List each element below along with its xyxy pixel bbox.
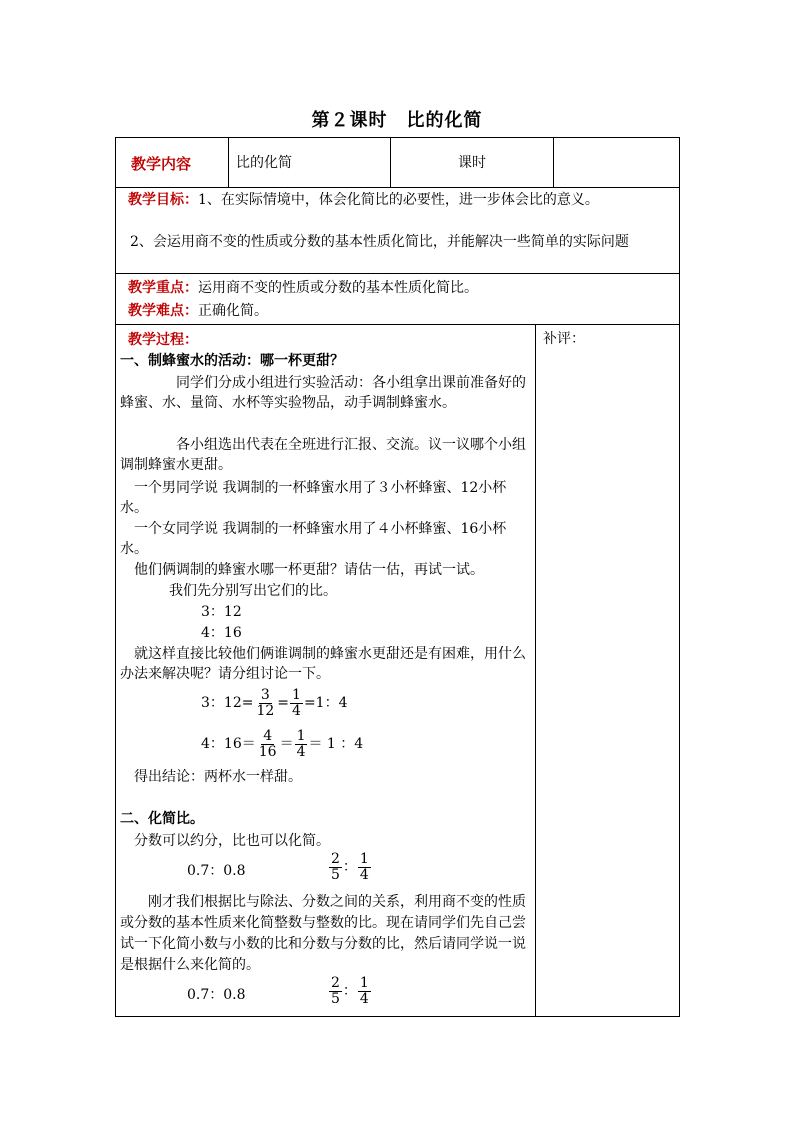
goal-item-2: 2、会运用商不变的性质或分数的基本性质化简比，并能解决一些简单的实际问题 xyxy=(130,234,629,250)
paragraph: 我们先分别写出它们的比。 xyxy=(169,583,337,599)
fraction-2-5 xyxy=(329,852,342,883)
denominator: 4 xyxy=(359,990,369,1007)
content-label: 教学内容 xyxy=(131,155,192,173)
difficulty-line xyxy=(128,301,268,321)
section1-title: 一、制蜂蜜水的活动：哪一杯更甜？ xyxy=(120,353,344,369)
goal-item-1: 1、在实际情境中，体会化简比的必要性，进一步体会比的意义。 xyxy=(198,192,599,208)
difficulty-text: 正确化简。 xyxy=(198,303,268,319)
numerator: 1 xyxy=(296,727,306,744)
denominator: 4 xyxy=(359,866,369,883)
column-divider xyxy=(535,324,536,1017)
paragraph: 就这样直接比较他们俩谁调制的蜂蜜水更甜还是有困难，用什么办法来解决呢？请分组讨论一下。 xyxy=(120,646,526,682)
section2-title: 二、化简比。 xyxy=(120,811,204,827)
page-title: 第２课时 比的化简 xyxy=(311,110,483,131)
equation-1 xyxy=(201,687,347,721)
fraction-3-12 xyxy=(254,688,276,719)
column-divider xyxy=(553,137,554,188)
process-label: 教学过程： xyxy=(128,332,198,348)
table-border-right xyxy=(679,137,680,1017)
key-line xyxy=(128,278,478,298)
paragraph: 一个男同学说 我调制的一杯蜂蜜水用了３小杯蜂蜜、12小杯水。 xyxy=(120,480,507,516)
equation-lhs: 4：16＝ xyxy=(201,736,256,752)
denominator: 5 xyxy=(331,990,340,1007)
denominator: 4 xyxy=(296,743,306,760)
equals-sign: ＝ xyxy=(279,736,294,752)
fraction-ratio xyxy=(328,975,372,1007)
numerator: 1 xyxy=(292,686,301,703)
paragraph: 刚才我们根据比与除法、分数之间的关系，利用商不变的性质或分数的基本性质来化简整数与整数的比。现在请同学们先自己尝试一下化简小数与小数的比和分数与分数的比，然后请同学说一说是根据什么来化简的。 xyxy=(120,894,526,973)
paragraph: 同学们分成小组进行实验活动：各小组拿出课前准备好的蜂蜜、水、量筒、水杯等实验物品，动手调制蜂蜜水。 xyxy=(120,375,526,411)
denominator: 4 xyxy=(292,702,301,719)
table-border-left xyxy=(115,137,116,1017)
equation-rhs: =1：4 xyxy=(303,695,348,711)
numerator: 1 xyxy=(359,974,369,991)
equation-lhs: 3：12= xyxy=(201,695,254,711)
numerator: 4 xyxy=(263,727,273,744)
denominator: 16 xyxy=(258,743,277,760)
ratio-colon: ： xyxy=(342,983,357,999)
goals-line xyxy=(128,190,599,210)
fraction-4-16 xyxy=(257,729,279,760)
period-label: 课时 xyxy=(458,155,486,171)
fraction-1-4 xyxy=(295,729,308,760)
fraction-1-4 xyxy=(358,852,371,883)
key-text: 运用商不变的性质或分数的基本性质化简比。 xyxy=(198,280,478,296)
table-border-bottom xyxy=(115,1016,680,1017)
content-value: 比的化简 xyxy=(236,155,292,171)
paragraph: 各小组选出代表在全班进行汇报、交流。议一议哪个小组调制蜂蜜水更甜。 xyxy=(120,437,526,473)
decimal-ratio: 0.7：0.8 xyxy=(187,863,246,879)
numerator: 1 xyxy=(359,850,369,867)
equation-rhs: ＝ 1 ：4 xyxy=(308,736,364,752)
table-border-top xyxy=(115,137,680,138)
fraction-1-4 xyxy=(358,976,371,1007)
paragraph: 分数可以约分，比也可以化简。 xyxy=(134,833,330,849)
lesson-table xyxy=(115,137,680,1017)
row-divider xyxy=(115,187,680,188)
row-divider xyxy=(115,273,680,274)
ratio-4-16: 4：16 xyxy=(201,625,242,641)
key-label: 教学重点： xyxy=(128,280,198,296)
fraction-2-5 xyxy=(329,976,342,1007)
conclusion: 得出结论：两杯水一样甜。 xyxy=(134,769,302,785)
equation-2 xyxy=(201,728,363,762)
ratio-colon: ： xyxy=(342,859,357,875)
denominator: 12 xyxy=(256,702,275,719)
numerator: 2 xyxy=(331,974,340,991)
ratio-3-12: 3：12 xyxy=(201,604,242,620)
equals-sign: = xyxy=(277,695,290,711)
numerator: 3 xyxy=(260,686,270,703)
fraction-1-4 xyxy=(290,688,303,719)
goals-label: 教学目标： xyxy=(128,192,198,208)
column-divider xyxy=(390,137,391,188)
paragraph: 他们俩调制的蜂蜜水哪一杯更甜？请估一估，再试一试。 xyxy=(134,562,484,578)
fraction-ratio xyxy=(328,851,372,883)
decimal-ratio: 0.7：0.8 xyxy=(187,987,246,1003)
difficulty-label: 教学难点： xyxy=(128,303,198,319)
row-divider xyxy=(115,324,680,325)
paragraph: 一个女同学说 我调制的一杯蜂蜜水用了４小杯蜂蜜、16小杯水。 xyxy=(120,521,507,557)
column-divider xyxy=(228,137,229,188)
numerator: 2 xyxy=(331,850,340,867)
denominator: 5 xyxy=(331,866,340,883)
comment-label: 补评： xyxy=(543,331,585,347)
